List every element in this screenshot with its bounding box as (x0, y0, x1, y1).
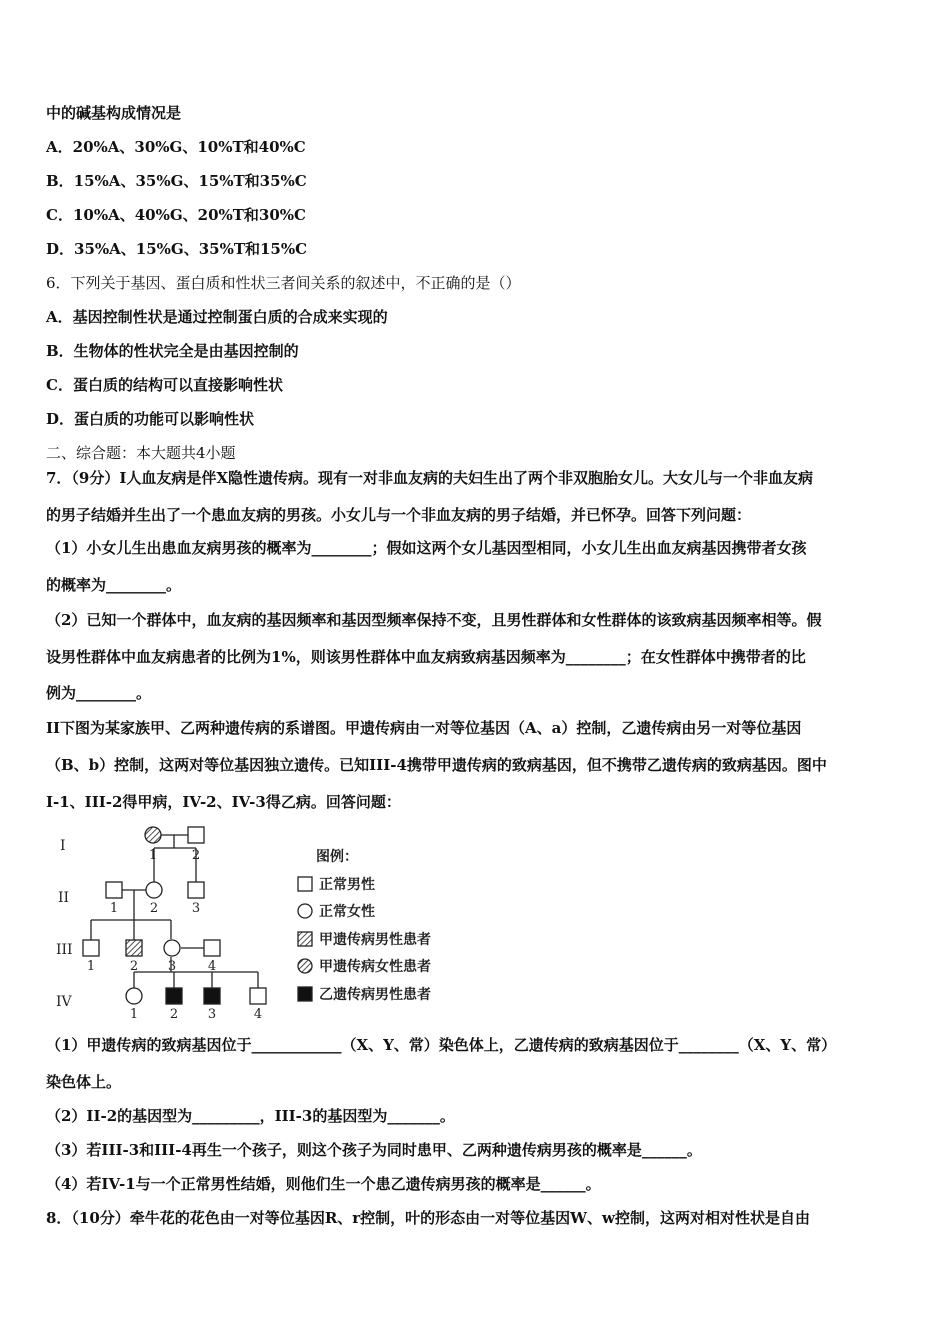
q5-option-d: D．35%A、15%G、35%T和15%C (46, 240, 308, 258)
pedigree-iv-4-normal-male (250, 988, 266, 1004)
pedigree-figure (46, 820, 476, 1025)
q5-option-c: C．10%A、40%G、20%T和30%C (46, 206, 306, 224)
pedigree-i-1-affected-a-female (145, 827, 161, 843)
question-6-stem: 6．下列关于基因、蛋白质和性状三者间关系的叙述中，不正确的是（） (46, 274, 521, 292)
legend-b-male-label: 乙遗传病男性患者 (319, 987, 431, 1003)
q7-part-2-line-3: 例为________。 (46, 684, 152, 702)
legend-normal-female-label: 正常女性 (319, 904, 375, 920)
legend-a-female-symbol (298, 959, 312, 973)
question-8-stem: 8．（10分）牵牛花的花色由一对等位基因R、r控制，叶的形态由一对等位基因W、w控制，这两对相对性状是自由 (46, 1209, 810, 1227)
generation-label-i: I (60, 838, 66, 854)
label-iii-3: 3 (167, 959, 177, 974)
pedigree-iv-1-normal-female (126, 988, 142, 1004)
pedigree-ii-2-normal-female (146, 882, 162, 898)
legend-title: 图例： (316, 849, 358, 865)
label-ii-1: 1 (109, 901, 119, 916)
generation-label-ii: II (58, 890, 70, 906)
legend-normal-male-symbol (298, 877, 312, 891)
pedigree-iv-3-affected-b-male (204, 988, 220, 1004)
q6-option-b: B．生物体的性状完全是由基因控制的 (46, 342, 299, 360)
question-7-line-1: 7．（9分）I人血友病是伴X隐性遗传病。现有一对非血友病的夫妇生出了两个非双胞胎女儿。大女儿与一个非血友病 (46, 469, 814, 487)
generation-label-iii: III (56, 942, 73, 958)
question-7-line-2: 的男子结婚并生出了一个患血友病的男孩。小女儿与一个非血友病的男子结婚，并已怀孕。回答下列问题： (46, 506, 752, 524)
label-ii-2: 2 (149, 901, 159, 916)
pedigree-iii-2-affected-a-male (126, 940, 142, 956)
legend-a-male-symbol (298, 932, 312, 946)
q7-part-1-line-2: 的概率为________。 (46, 576, 182, 594)
legend-normal-male-label: 正常男性 (319, 877, 375, 893)
q7-ii-intro-line-2: （B、b）控制，这两对等位基因独立遗传。已知III-4携带甲遗传病的致病基因，但不携带乙遗传病的致病基因。图中 (46, 756, 827, 774)
q7-ii-part-2: （2）II-2的基因型为_________，III-3的基因型为_______。 (46, 1107, 455, 1125)
legend-normal-female-symbol (298, 904, 312, 918)
label-iii-2: 2 (129, 959, 139, 974)
label-iv-2: 2 (169, 1007, 179, 1022)
q7-ii-part-4: （4）若IV-1与一个正常男性结婚，则他们生一个患乙遗传病男孩的概率是______。 (46, 1175, 601, 1193)
q7-ii-part-1-line-1: （1）甲遗传病的致病基因位于____________（X、Y、常）染色体上，乙遗传病的致病基因位于________（X、Y、常） (46, 1036, 837, 1054)
q5-option-b: B．15%A、35%G、15%T和35%C (46, 172, 307, 190)
legend-b-male-symbol (298, 987, 312, 1001)
pedigree-ii-3-normal-male (188, 882, 204, 898)
label-iv-1: 1 (129, 1007, 139, 1022)
section-heading: 二、综合题：本大题共4小题 (46, 444, 236, 462)
label-i-2: 2 (191, 848, 201, 863)
label-ii-3: 3 (191, 901, 201, 916)
pedigree-iii-1-normal-male (83, 940, 99, 956)
generation-label-iv: IV (56, 994, 72, 1010)
legend-a-female-label: 甲遗传病女性患者 (319, 959, 431, 975)
pedigree-i-2-normal-male (188, 827, 204, 843)
label-i-1: 1 (148, 848, 158, 863)
label-iv-4: 4 (253, 1007, 263, 1022)
q7-ii-intro-line-3: I-1、III-2得甲病，IV-2、IV-3得乙病。回答问题： (46, 793, 401, 811)
q7-part-1-line-1: （1）小女儿生出患血友病男孩的概率为________；假如这两个女儿基因型相同，小女儿生出血友病基因携带者女孩 (46, 539, 807, 557)
label-iv-3: 3 (207, 1007, 217, 1022)
q6-option-d: D．蛋白质的功能可以影响性状 (46, 410, 255, 428)
q7-ii-part-3: （3）若III-3和III-4再生一个孩子，则这个孩子为同时患甲、乙两种遗传病男孩的概率是______。 (46, 1141, 702, 1159)
q7-part-2-line-2: 设男性群体中血友病患者的比例为1%，则该男性群体中血友病致病基因频率为________；在女性群体中携带者的比 (46, 648, 806, 666)
pedigree-ii-1-normal-male (106, 882, 122, 898)
legend-a-male-label: 甲遗传病男性患者 (319, 932, 431, 948)
q7-ii-part-1-line-2: 染色体上。 (46, 1073, 122, 1091)
q6-option-c: C．蛋白质的结构可以直接影响性状 (46, 376, 283, 394)
pedigree-iii-4-normal-male (204, 940, 220, 956)
q6-option-a: A．基因控制性状是通过控制蛋白质的合成来实现的 (46, 308, 388, 326)
question-5-stem-tail: 中的碱基构成情况是 (46, 104, 182, 122)
label-iii-1: 1 (86, 959, 96, 974)
q7-ii-intro-line-1: II下图为某家族甲、乙两种遗传病的系谱图。甲遗传病由一对等位基因（A、a）控制，乙遗传病由另一对等位基因 (46, 719, 802, 737)
q7-part-2-line-1: （2）已知一个群体中，血友病的基因频率和基因型频率保持不变，且男性群体和女性群体的该致病基因频率相等。假 (46, 611, 822, 629)
label-iii-4: 4 (207, 959, 217, 974)
q5-option-a: A．20%A、30%G、10%T和40%C (46, 138, 306, 156)
pedigree-iv-2-affected-b-male (166, 988, 182, 1004)
pedigree-iii-3-normal-female (164, 940, 180, 956)
